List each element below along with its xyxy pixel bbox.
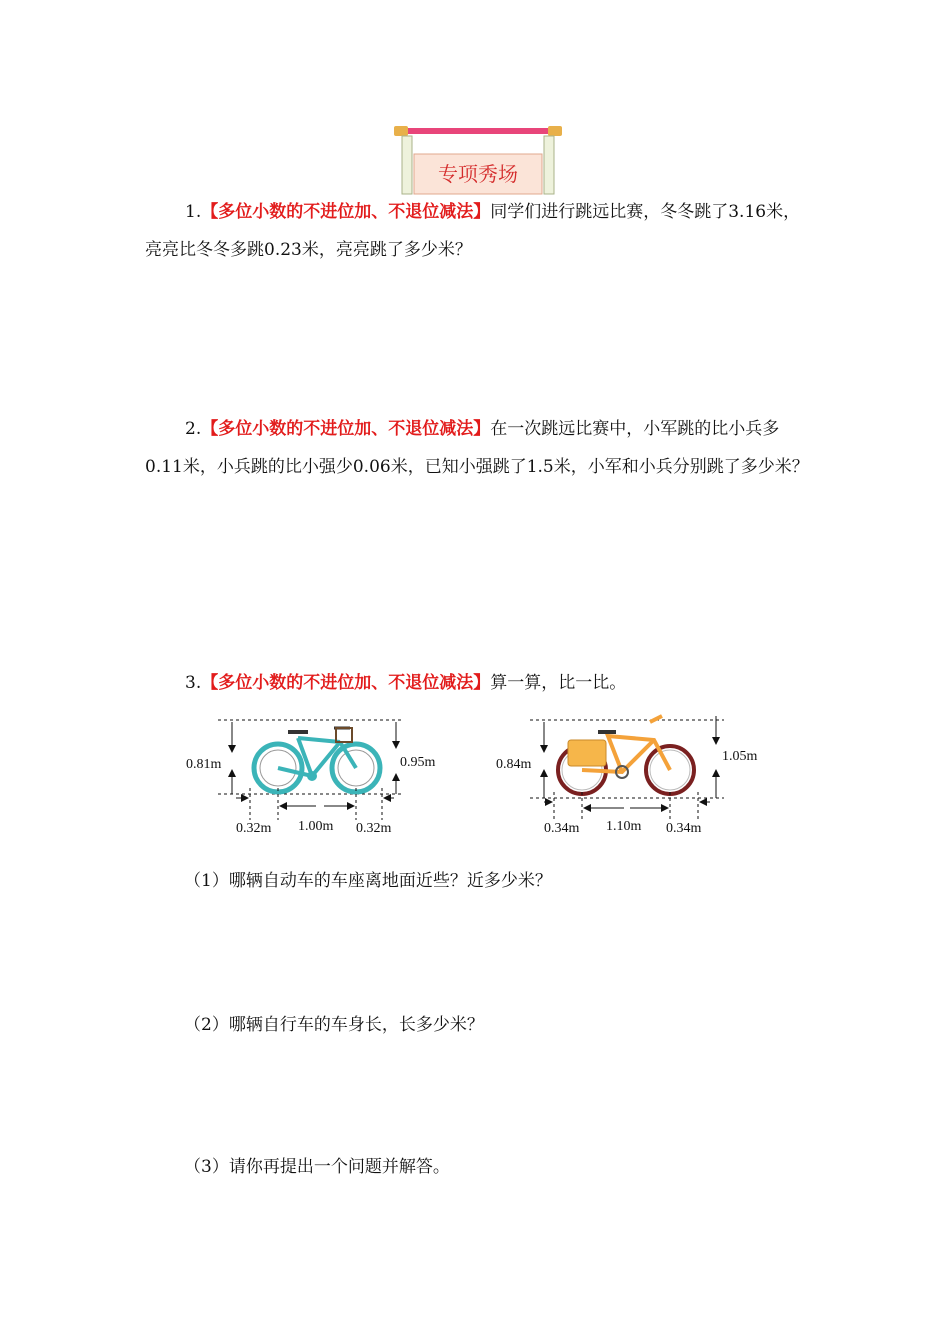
bicycle-1 <box>186 720 436 836</box>
question-tag: 【多位小数的不进位加、不退位减法】 <box>201 419 491 439</box>
bike1-handle-height: 0.95m <box>400 755 436 770</box>
bike2-handle-height: 1.05m <box>722 749 758 764</box>
question-1 <box>145 193 810 269</box>
question-2 <box>145 410 810 486</box>
bicycle-dimension-figure <box>184 712 772 840</box>
question-number: 1. <box>185 202 202 222</box>
bike2-seat-height: 0.84m <box>496 757 532 772</box>
bike1-seat-height: 0.81m <box>186 757 222 772</box>
bicycle-2-icon <box>558 716 694 794</box>
subquestion-2: （2）哪辆自行车的车身长，长多少米？ <box>184 1015 484 1035</box>
question-text: 算一算，比一比。 <box>490 673 627 693</box>
question-text: 在一次跳远比赛中，小军跳的比小兵多0.11米，小兵跳的比小强少0.06米，已知小强跳了1.5米，小军和小兵分别跳了多少米？ <box>145 419 809 477</box>
subquestion-1: （1）哪辆自动车的车座离地面近些？近多少米？ <box>184 871 552 891</box>
bike1-front-overhang: 0.32m <box>236 821 272 836</box>
question-text: 同学们进行跳远比赛，冬冬跳了3.16米，亮亮比冬冬多跳0.23米，亮亮跳了多少米？ <box>145 202 801 260</box>
question-tag: 【多位小数的不进位加、不退位减法】 <box>201 202 491 222</box>
bicycle-2 <box>496 716 758 836</box>
question-number: 2. <box>185 419 202 439</box>
banner-title: 专项秀场 <box>438 162 518 186</box>
bike1-rear-overhang: 0.32m <box>356 821 392 836</box>
bicycle-1-icon <box>254 728 380 792</box>
bike1-wheelbase: 1.00m <box>298 819 334 834</box>
subquestion-3: （3）请你再提出一个问题并解答。 <box>184 1157 450 1177</box>
bike2-rear-overhang: 0.34m <box>666 821 702 836</box>
question-number: 3. <box>185 673 202 693</box>
question-tag: 【多位小数的不进位加、不退位减法】 <box>201 673 491 693</box>
question-3 <box>145 664 810 702</box>
bike2-wheelbase: 1.10m <box>606 819 642 834</box>
section-banner <box>392 120 564 196</box>
bike2-front-overhang: 0.34m <box>544 821 580 836</box>
